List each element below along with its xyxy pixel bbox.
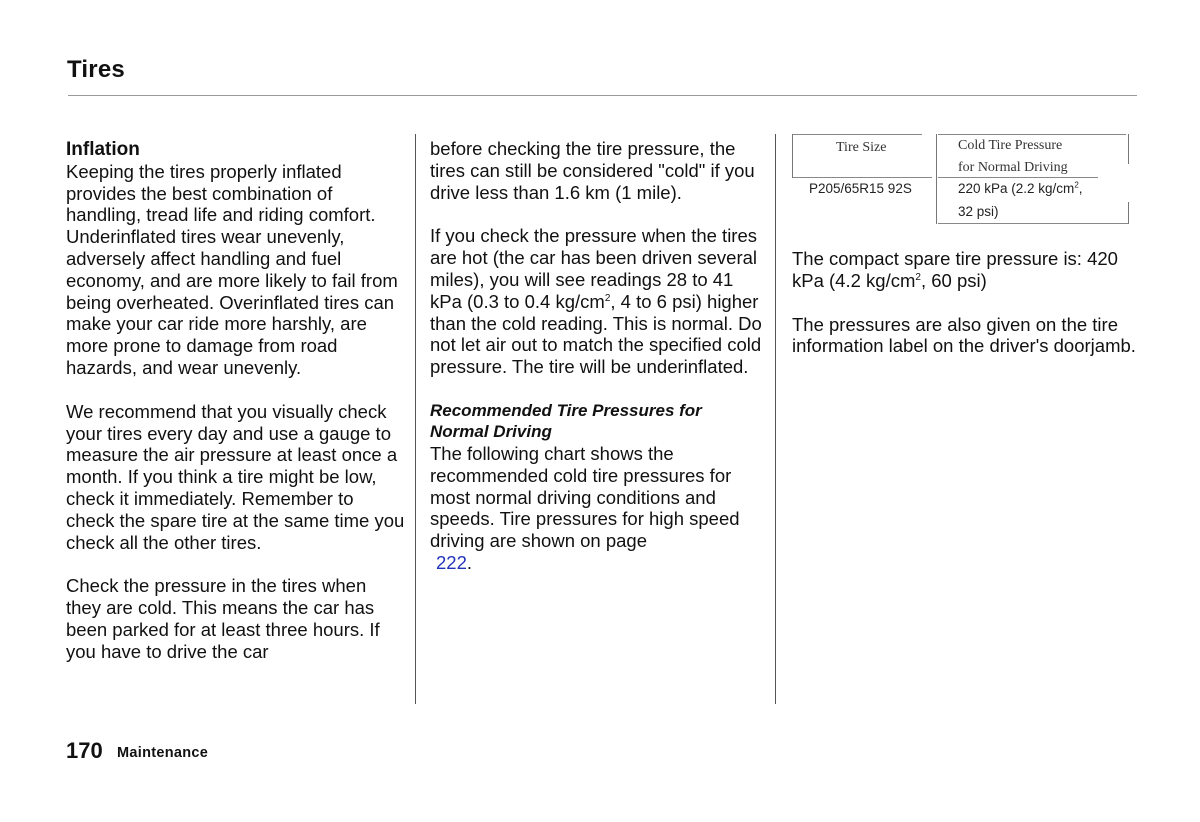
column-left bbox=[66, 138, 406, 663]
cold-pressure-header-line1: Cold Tire Pressure bbox=[958, 138, 1063, 153]
page-222-link[interactable]: 222 bbox=[436, 551, 467, 573]
pressure-value-line2: 32 psi) bbox=[958, 204, 999, 219]
tire-size-value: P205/65R15 92S bbox=[809, 181, 912, 196]
title-divider bbox=[68, 95, 1137, 96]
continued-paragraph: before checking the tire pressure, the tires can still be considered "cold" if you drive less than 1.6 km (1 mile). bbox=[430, 138, 755, 203]
visual-check-paragraph: We recommend that you visually check your tires every day and use a gauge to measure the air pressure at least once a month. If you think a tire might be low, check it immediately. Remember to check the spare tire at the same time you check all the other tires. bbox=[66, 400, 405, 553]
section-label: Maintenance bbox=[117, 745, 209, 761]
pressure-value-line1: 220 kPa (2.2 $kg/cm^2$, bbox=[958, 180, 1083, 196]
recommended-pressures-heading: Recommended Tire Pressures for Normal Driving bbox=[430, 400, 702, 442]
tire-size-header: Tire Size bbox=[836, 140, 887, 155]
chart-intro-paragraph: The following chart shows the recommended cold tire pressures for most normal driving conditions and speeds. Tire pressures for high speed driving are shown on page 222. bbox=[430, 442, 740, 573]
column-divider bbox=[775, 134, 776, 704]
hot-pressure-paragraph: If you check the pressure when the tires are hot (the car has been driven several miles), you will see readings 28 to 41 kPa (0.3 to 0.4 $kg/cm^2$, 4 to 6 psi) higher than the cold reading. This is normal. Do not let air out to match the specified cold pressure. The tire will be underinflated. bbox=[430, 225, 762, 378]
cold-pressure-header-line2: for Normal Driving bbox=[958, 160, 1068, 175]
column-divider bbox=[415, 134, 416, 704]
column-middle bbox=[430, 138, 765, 574]
cold-check-paragraph: Check the pressure in the tires when they are cold. This means the car has been parked for at least three hours. If you have to drive the car bbox=[66, 575, 380, 662]
page-number: 170 bbox=[66, 738, 103, 763]
column-right bbox=[792, 248, 1137, 357]
inflation-paragraph: Keeping the tires properly inflated provides the best combination of handling, tread life and riding comfort. Underinflated tires wear unevenly, adversely affect handling and fuel economy, and are more likely to fail from being overheated. Overinflated tires can make your car ride more harshly, are more prone to damage from road hazards, and wear unevenly. bbox=[66, 160, 398, 378]
spare-pressure-paragraph: The compact spare tire pressure is: 420 kPa (4.2 $kg/cm^2$, 60 psi) bbox=[792, 248, 1118, 291]
tire-pressure-table bbox=[792, 134, 1128, 224]
inflation-heading: Inflation bbox=[66, 139, 140, 160]
page-title: Tires bbox=[67, 56, 125, 83]
label-location-paragraph: The pressures are also given on the tire information label on the driver's doorjamb. bbox=[792, 313, 1136, 357]
